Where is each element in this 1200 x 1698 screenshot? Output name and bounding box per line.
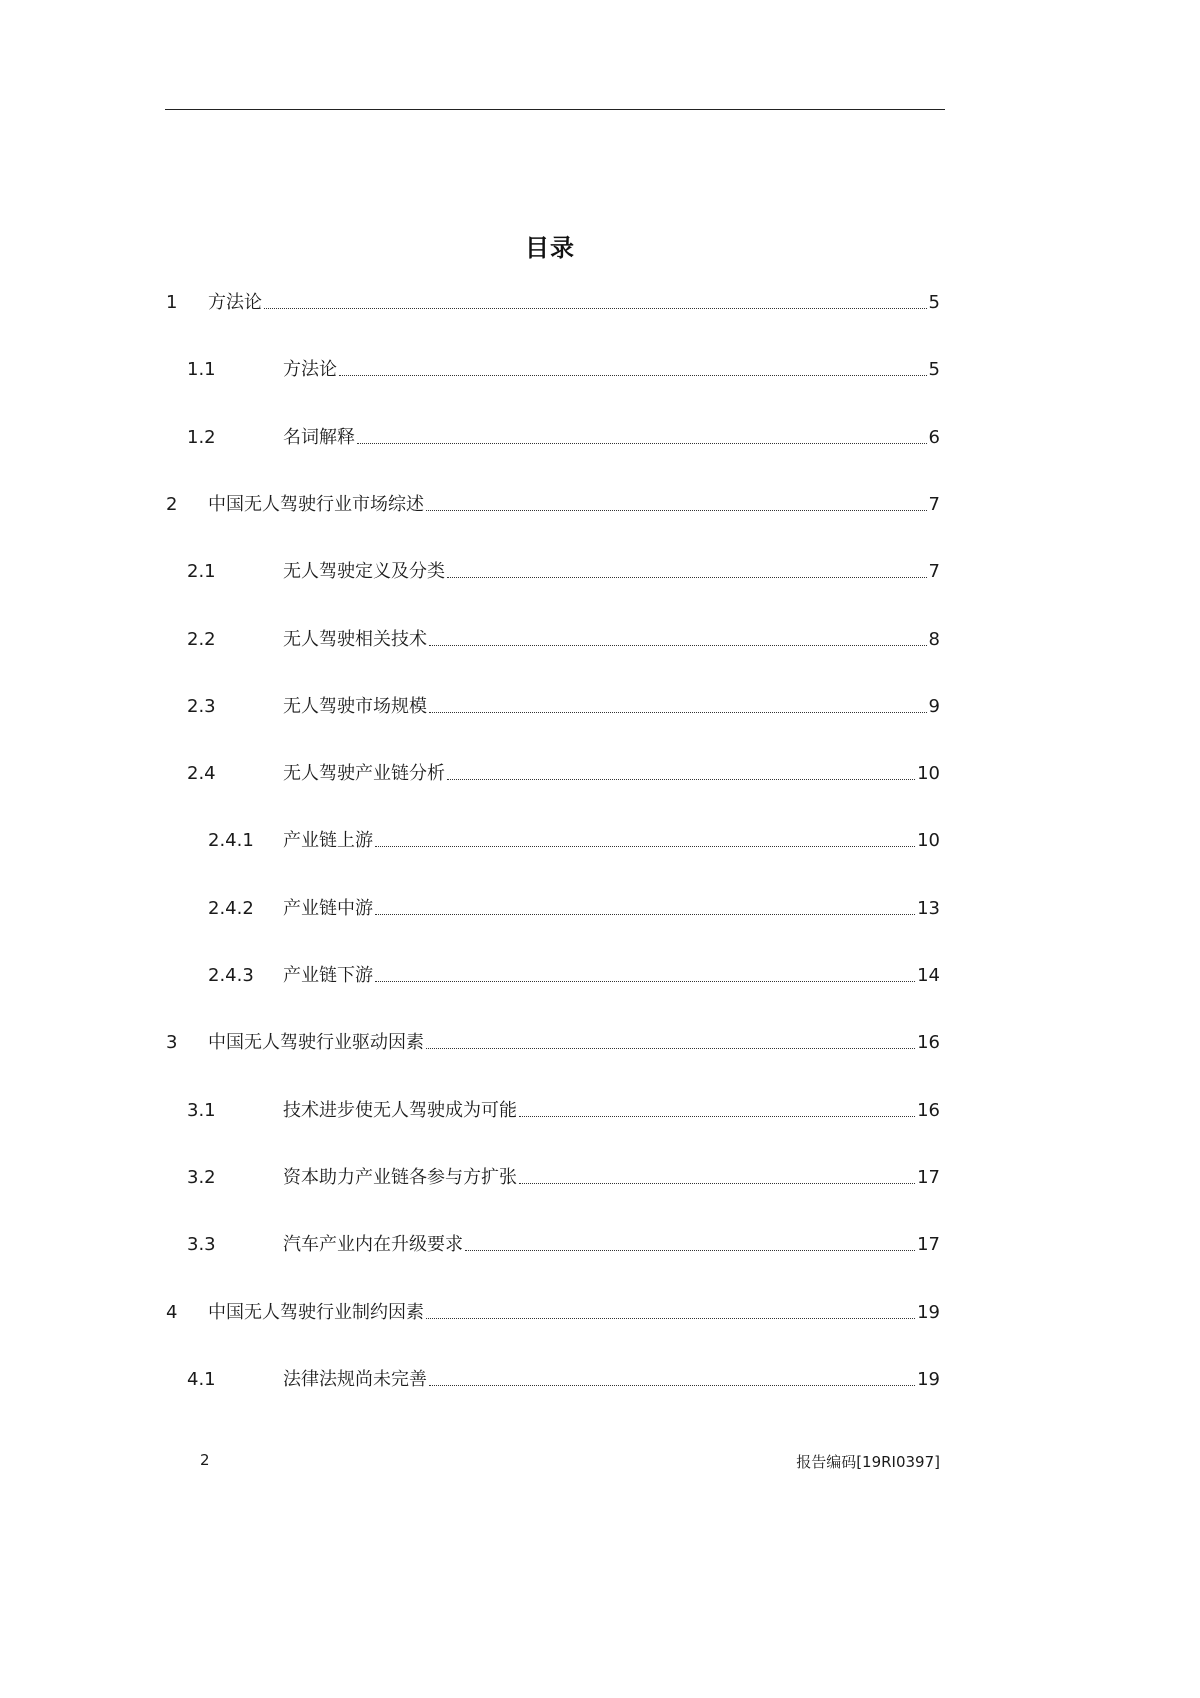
toc-entry-number: 2.4.1 [208,830,254,851]
toc-entry-number: 1.1 [187,359,216,380]
toc-dot-leader [375,895,915,923]
toc-entry-body [208,1029,940,1057]
toc-entry-body [283,356,940,384]
toc-entry-title: 技术进步使无人驾驶成为可能 [283,1100,517,1121]
toc-entry-body [283,626,940,654]
footer-report-code: 报告编码[19RI0397] [796,1453,940,1471]
toc-entry-body [283,1366,940,1394]
toc-entry-body [283,558,940,586]
toc-entry[interactable] [0,1029,940,1057]
toc-entry-title: 无人驾驶定义及分类 [283,561,445,582]
toc-entry-page: 19 [917,1302,940,1323]
toc-entry-title: 无人驾驶市场规模 [283,696,427,717]
toc-entry-page: 13 [917,898,940,919]
toc-dot-leader [465,1231,915,1259]
toc-entry-page: 8 [928,629,940,650]
toc-entry-number: 2.3 [187,696,216,717]
toc-entry-body [208,289,940,317]
toc-entry-page: 14 [917,965,940,986]
toc-entry-title: 名词解释 [283,427,355,448]
toc-entry-title: 资本助力产业链各参与方扩张 [283,1167,517,1188]
toc-dot-leader [429,626,927,654]
toc-entry-number: 1.2 [187,427,216,448]
toc-dot-leader [519,1164,915,1192]
toc-entry-page: 7 [928,561,940,582]
toc-entry-title: 法律法规尚未完善 [283,1369,427,1390]
toc-entry[interactable] [0,1231,940,1259]
toc-entry[interactable] [0,962,940,990]
toc-entry-body [283,1097,940,1125]
toc-entry-number: 2.4.2 [208,898,254,919]
toc-entry-title: 方法论 [283,359,337,380]
toc-entry-page: 17 [917,1234,940,1255]
toc-title: 目录 [525,234,575,262]
toc-entry-body [283,424,940,452]
toc-dot-leader [375,962,915,990]
toc-entry[interactable] [0,760,940,788]
toc-dot-leader [426,491,927,519]
toc-dot-leader [429,693,927,721]
toc-dot-leader [357,424,927,452]
toc-dot-leader [519,1097,915,1125]
toc-entry-number: 2.2 [187,629,216,650]
toc-entry-title: 方法论 [208,292,262,313]
toc-entry[interactable] [0,895,940,923]
toc-entry[interactable] [0,827,940,855]
footer-page-number: 2 [200,1451,210,1469]
toc-entry-number: 3.2 [187,1167,216,1188]
toc-entry-title: 产业链上游 [283,830,373,851]
toc-entry-body [208,491,940,519]
toc-entry-title: 中国无人驾驶行业驱动因素 [208,1032,424,1053]
toc-entry-title: 汽车产业内在升级要求 [283,1234,463,1255]
toc-dot-leader [426,1299,915,1327]
toc-entry-page: 16 [917,1100,940,1121]
toc-entry-number: 4 [166,1302,178,1323]
toc-dot-leader [426,1029,915,1057]
toc-entry-page: 16 [917,1032,940,1053]
toc-dot-leader [339,356,927,384]
toc-entry-number: 2.1 [187,561,216,582]
toc-entry-page: 10 [917,830,940,851]
toc-entry-page: 17 [917,1167,940,1188]
toc-entry-number: 3.1 [187,1100,216,1121]
toc-entry[interactable] [0,1299,940,1327]
toc-entry[interactable] [0,356,940,384]
toc-dot-leader [447,558,927,586]
toc-entry[interactable] [0,1097,940,1125]
toc-entry-page: 7 [928,494,940,515]
toc-entry-body [283,962,940,990]
toc-entry-number: 3 [166,1032,178,1053]
toc-entry-page: 19 [917,1369,940,1390]
toc-entry-number: 1 [166,292,178,313]
toc-dot-leader [447,760,915,788]
toc-entry[interactable] [0,424,940,452]
toc-entry-body [283,1231,940,1259]
toc-entry-page: 5 [928,359,940,380]
toc-entry-page: 6 [928,427,940,448]
toc-entry-number: 2.4 [187,763,216,784]
toc-entry-title: 中国无人驾驶行业市场综述 [208,494,424,515]
toc-entry[interactable] [0,491,940,519]
toc-entry-body [208,1299,940,1327]
toc-entry[interactable] [0,693,940,721]
toc-entry-body [283,895,940,923]
toc-entry-number: 2.4.3 [208,965,254,986]
toc-entry-body [283,827,940,855]
toc-dot-leader [429,1366,915,1394]
toc-entry-title: 无人驾驶相关技术 [283,629,427,650]
toc-entry-body [283,1164,940,1192]
toc-entry[interactable] [0,626,940,654]
toc-entry-body [283,760,940,788]
toc-entry-number: 4.1 [187,1369,216,1390]
toc-dot-leader [375,827,915,855]
toc-entry-title: 产业链中游 [283,898,373,919]
toc-entry-title: 产业链下游 [283,965,373,986]
toc-entry-number: 3.3 [187,1234,216,1255]
toc-entry-title: 中国无人驾驶行业制约因素 [208,1302,424,1323]
toc-entry-body [283,693,940,721]
toc-entry-number: 2 [166,494,178,515]
toc-entry-title: 无人驾驶产业链分析 [283,763,445,784]
toc-entry-page: 5 [928,292,940,313]
toc-entry[interactable] [0,1366,940,1394]
toc-entry[interactable] [0,1164,940,1192]
toc-entry[interactable] [0,558,940,586]
toc-entry-page: 9 [928,696,940,717]
toc-dot-leader [264,289,927,317]
toc-entry-page: 10 [917,763,940,784]
toc-entry[interactable] [0,289,940,317]
